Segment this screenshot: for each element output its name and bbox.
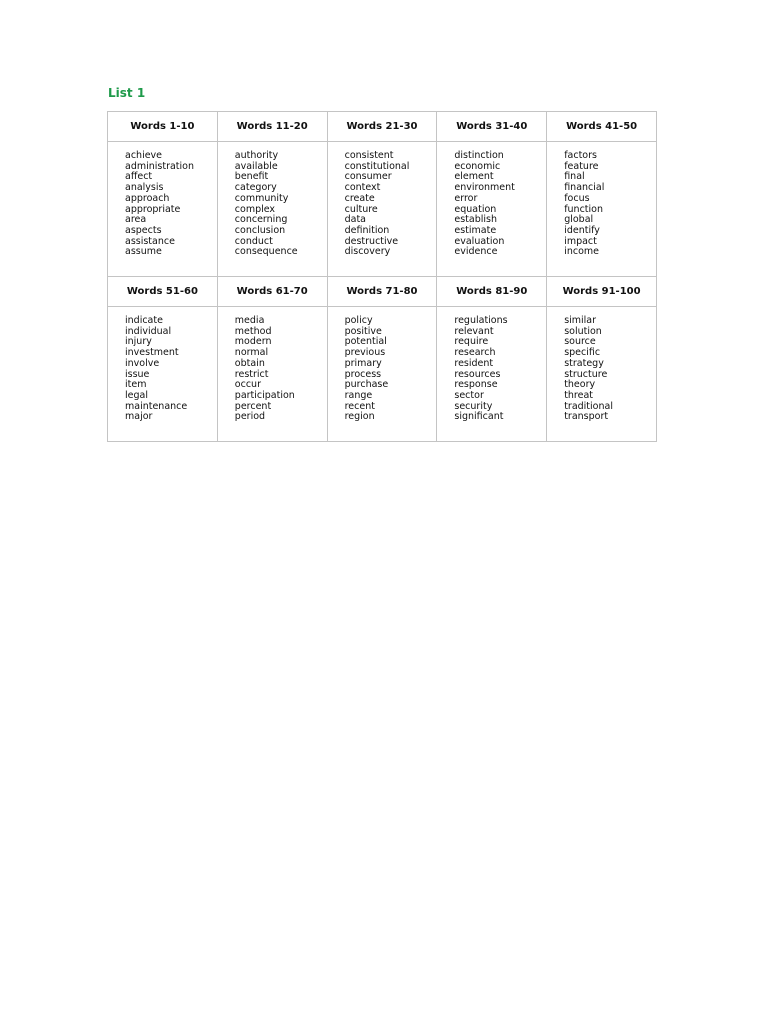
word-item: culture <box>344 203 378 215</box>
word-list <box>345 316 437 423</box>
word-item: method <box>234 325 272 337</box>
word-item: factors <box>564 150 597 161</box>
word-item: indicate <box>125 315 163 326</box>
words-row <box>108 142 657 277</box>
word-item: relevant <box>454 325 494 337</box>
word-item: sector <box>454 389 484 401</box>
word-item: solution <box>564 325 602 337</box>
word-item: process <box>344 368 382 380</box>
word-item: participation <box>234 389 295 401</box>
word-item: primary <box>344 357 382 369</box>
word-item: threat <box>564 389 594 401</box>
word-item: previous <box>344 347 386 359</box>
word-list <box>454 316 546 423</box>
word-cell <box>108 307 218 442</box>
word-item: focus <box>564 192 590 204</box>
word-item: data <box>344 214 366 226</box>
word-item: range <box>344 389 373 401</box>
header-row <box>108 277 657 307</box>
word-item: impact <box>564 235 597 247</box>
word-list <box>345 151 437 258</box>
word-item: policy <box>344 315 373 326</box>
word-item: constitutional <box>344 160 410 172</box>
word-list <box>235 151 327 258</box>
word-item: maintenance <box>125 400 188 412</box>
word-item: similar <box>564 315 597 326</box>
group-header: Words 21-30 <box>327 112 437 142</box>
word-item: available <box>234 160 278 172</box>
word-item: response <box>454 379 498 391</box>
word-item: investment <box>125 347 179 359</box>
word-item: administration <box>125 160 195 172</box>
word-item: error <box>454 192 478 204</box>
word-list <box>564 316 656 423</box>
word-item: consumer <box>344 171 392 183</box>
words-row <box>108 307 657 442</box>
word-item: legal <box>125 389 148 401</box>
group-header: Words 31-40 <box>437 112 547 142</box>
word-cell <box>327 307 437 442</box>
word-item: affect <box>125 171 153 183</box>
word-item: context <box>344 182 381 194</box>
word-item: resources <box>454 368 501 380</box>
word-cell <box>437 142 547 277</box>
word-item: media <box>234 315 265 326</box>
group-header: Words 11-20 <box>217 112 327 142</box>
word-item: research <box>454 347 496 359</box>
word-item: global <box>564 214 594 226</box>
group-header: Words 1-10 <box>108 112 218 142</box>
word-item: injury <box>125 336 152 348</box>
word-item: equation <box>454 203 497 215</box>
word-item: recent <box>344 400 375 412</box>
word-list <box>125 316 217 423</box>
word-item: benefit <box>234 171 269 183</box>
word-item: destructive <box>344 235 399 247</box>
word-item: achieve <box>125 150 163 161</box>
word-table <box>107 111 657 442</box>
word-item: period <box>234 411 266 423</box>
word-item: community <box>234 192 289 204</box>
word-cell <box>217 307 327 442</box>
word-item: authority <box>234 150 279 161</box>
word-item: involve <box>125 357 160 369</box>
word-item: approach <box>125 192 170 204</box>
word-item: obtain <box>234 357 265 369</box>
word-item: function <box>564 203 603 215</box>
word-item: conduct <box>234 235 273 247</box>
word-list <box>454 151 546 258</box>
word-item: aspects <box>125 224 162 236</box>
word-item: assistance <box>125 235 175 247</box>
word-item: financial <box>564 182 605 194</box>
group-header: Words 51-60 <box>108 277 218 307</box>
word-item: environment <box>454 182 515 194</box>
word-item: strategy <box>564 357 604 369</box>
word-item: restrict <box>234 368 269 380</box>
word-cell <box>437 307 547 442</box>
word-item: transport <box>564 411 609 423</box>
word-item: area <box>125 214 147 226</box>
word-item: identify <box>564 224 600 236</box>
word-list <box>235 316 327 423</box>
word-cell <box>108 142 218 277</box>
word-item: feature <box>564 160 599 172</box>
list-title: List 1 <box>108 86 146 100</box>
header-row <box>108 112 657 142</box>
group-header: Words 71-80 <box>327 277 437 307</box>
word-item: consequence <box>234 246 298 258</box>
word-item: theory <box>564 379 596 391</box>
word-item: estimate <box>454 224 497 236</box>
word-item: economic <box>454 160 501 172</box>
word-list <box>125 151 217 258</box>
word-item: percent <box>234 400 272 412</box>
word-cell <box>547 142 657 277</box>
word-item: positive <box>344 325 382 337</box>
word-item: analysis <box>125 182 164 194</box>
word-item: occur <box>234 379 261 391</box>
word-item: structure <box>564 368 608 380</box>
word-list <box>564 151 656 258</box>
word-item: specific <box>564 347 601 359</box>
word-item: security <box>454 400 493 412</box>
word-item: create <box>344 192 375 204</box>
word-item: regulations <box>454 315 508 326</box>
word-item: evidence <box>454 246 498 258</box>
word-item: concerning <box>234 214 288 226</box>
word-item: modern <box>234 336 272 348</box>
word-item: income <box>564 246 599 258</box>
group-header: Words 81-90 <box>437 277 547 307</box>
group-header: Words 41-50 <box>547 112 657 142</box>
word-item: category <box>234 182 277 194</box>
word-item: definition <box>344 224 390 236</box>
word-item: final <box>564 171 585 183</box>
word-item: establish <box>454 214 498 226</box>
word-item: conclusion <box>234 224 286 236</box>
word-item: major <box>125 411 153 423</box>
word-item: item <box>125 379 147 391</box>
word-item: evaluation <box>454 235 505 247</box>
group-header: Words 61-70 <box>217 277 327 307</box>
word-item: individual <box>125 325 172 337</box>
word-item: consistent <box>344 150 394 161</box>
word-item: purchase <box>344 379 389 391</box>
word-item: discovery <box>344 246 391 258</box>
word-item: distinction <box>454 150 504 161</box>
word-item: complex <box>234 203 276 215</box>
word-item: assume <box>125 246 162 258</box>
word-item: issue <box>125 368 150 380</box>
word-cell <box>217 142 327 277</box>
word-item: source <box>564 336 596 348</box>
word-item: potential <box>344 336 387 348</box>
word-item: traditional <box>564 400 613 412</box>
group-header: Words 91-100 <box>547 277 657 307</box>
word-item: element <box>454 171 494 183</box>
word-item: appropriate <box>125 203 181 215</box>
word-table-body <box>108 112 657 442</box>
word-item: region <box>344 411 375 423</box>
word-item: resident <box>454 357 494 369</box>
word-cell <box>547 307 657 442</box>
word-item: require <box>454 336 489 348</box>
word-item: normal <box>234 347 269 359</box>
word-item: significant <box>454 411 504 423</box>
word-cell <box>327 142 437 277</box>
